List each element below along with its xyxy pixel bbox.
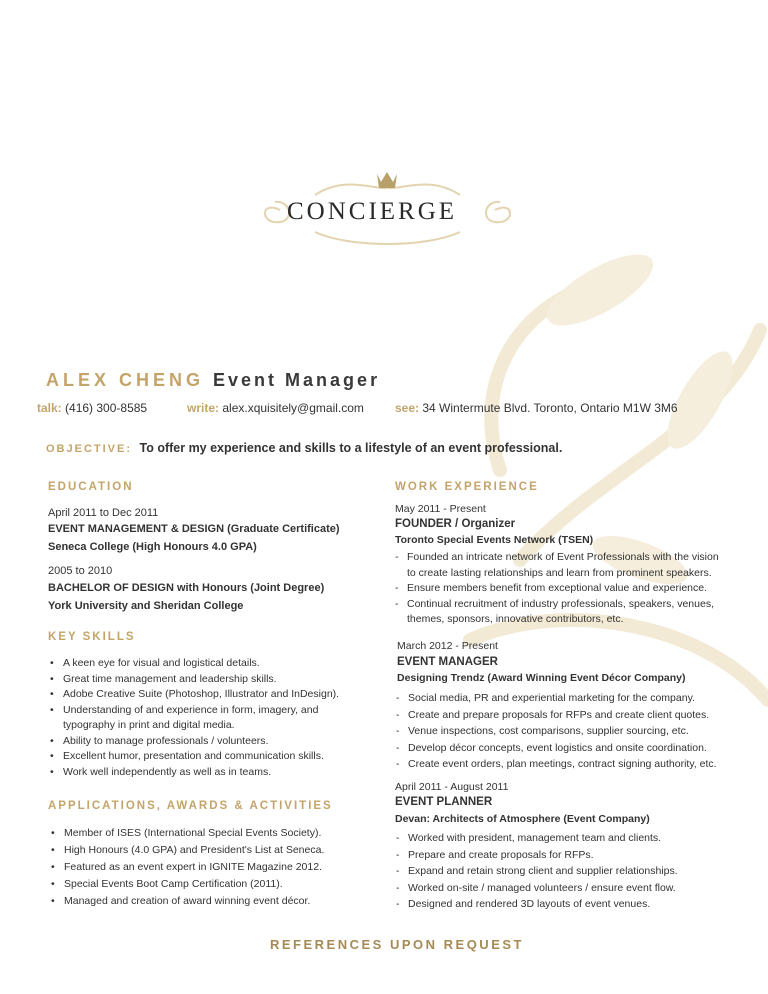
job-org: Devan: Architects of Atmosphere (Event Company) xyxy=(395,813,650,825)
list-item: • Special Events Boot Camp Certification (2011). xyxy=(64,876,324,893)
education-school: Seneca College (High Honours 4.0 GPA) xyxy=(48,541,257,553)
list-item: - Social media, PR and experiential marketing for the company. xyxy=(408,690,717,707)
list-item: - Prepare and create proposals for RFPs. xyxy=(408,847,678,864)
education-program: BACHELOR OF DESIGN with Honours (Joint Degree) xyxy=(48,582,325,594)
list-item-continuation: typography in print and digital media. xyxy=(63,719,235,731)
list-item: • Understanding of and experience in form, imagery, and xyxy=(63,703,339,719)
list-item: • Ability to manage professionals / volunteers. xyxy=(63,734,339,750)
job-duties xyxy=(408,830,678,913)
list-item-continuation: themes, sponsors, innovative contributors, etc. xyxy=(407,613,624,625)
list-item: - Expand and retain strong client and supplier relationships. xyxy=(408,863,678,880)
job-role: FOUNDER / Organizer xyxy=(395,518,516,530)
crown-icon xyxy=(377,172,397,188)
job-org: Toronto Special Events Network (TSEN) xyxy=(395,534,594,546)
education-heading: EDUCATION xyxy=(48,481,134,493)
education-dates: April 2011 to Dec 2011 xyxy=(48,507,159,519)
list-item: - Founded an intricate network of Event Professionals with the vision xyxy=(407,550,719,566)
list-item: - Create and prepare proposals for RFPs and create client quotes. xyxy=(408,707,717,724)
list-item: • A keen eye for visual and logistical details. xyxy=(63,656,339,672)
awards-heading: APPLICATIONS, AWARDS & ACTIVITIES xyxy=(48,800,333,812)
job-duties xyxy=(407,550,719,628)
skills-heading: KEY SKILLS xyxy=(48,631,136,643)
logo-text: CONCIERGE xyxy=(287,198,458,225)
awards-list xyxy=(64,825,324,910)
job-org: Designing Trendz (Award Winning Event Décor Company) xyxy=(397,672,686,684)
job-dates: March 2012 - Present xyxy=(397,640,498,652)
list-item: • Work well independently as well as in teams. xyxy=(63,765,339,781)
job-duties xyxy=(408,690,717,773)
job-dates: May 2011 - Present xyxy=(395,503,486,515)
objective-text: To offer my experience and skills to a lifestyle of an event professional. xyxy=(139,441,563,455)
list-item: • Excellent humor, presentation and communication skills. xyxy=(63,749,339,765)
list-item: - Venue inspections, cost comparisons, supplier sourcing, etc. xyxy=(408,723,717,740)
contact-address: see: 34 Wintermute Blvd. Toronto, Ontario M1W 3M6 xyxy=(395,401,678,415)
list-item: - Worked with president, management team and clients. xyxy=(408,830,678,847)
education-school: York University and Sheridan College xyxy=(48,600,244,612)
contact-phone: talk: (416) 300-8585 xyxy=(37,401,148,415)
job-dates: April 2011 - August 2011 xyxy=(395,781,509,793)
education-dates: 2005 to 2010 xyxy=(48,565,113,577)
list-item: - Ensure members benefit from exceptional value and experience. xyxy=(407,581,719,597)
objective-label: OBJECTIVE: xyxy=(46,443,133,455)
job-role: EVENT PLANNER xyxy=(395,796,493,808)
list-item: - Continual recruitment of industry professionals, speakers, venues, xyxy=(407,597,719,613)
list-item: • Managed and creation of award winning event décor. xyxy=(64,893,324,910)
list-item: • Featured as an event expert in IGNITE Magazine 2012. xyxy=(64,859,324,876)
list-item: - Create event orders, plan meetings, contract signing authority, etc. xyxy=(408,756,717,773)
job-title: Event Manager xyxy=(213,370,381,390)
list-item: • Adobe Creative Suite (Photoshop, Illustrator and InDesign). xyxy=(63,687,339,703)
list-item: • Great time management and leadership skills. xyxy=(63,672,339,688)
list-item: - Designed and rendered 3D layouts of event venues. xyxy=(408,896,678,913)
list-item: • Member of ISES (International Special Events Society). xyxy=(64,825,324,842)
contact-email: write: alex.xquisitely@gmail.com xyxy=(187,401,364,415)
list-item-continuation: to create lasting relationships and learn from prominent speakers. xyxy=(407,566,712,579)
person-name: ALEX CHENG xyxy=(46,370,205,390)
list-item: - Worked on-site / managed volunteers / ensure event flow. xyxy=(408,880,678,897)
list-item: - Develop décor concepts, event logistics and onsite coordination. xyxy=(408,740,717,757)
work-heading: WORK EXPERIENCE xyxy=(395,481,539,493)
education-program: EVENT MANAGEMENT & DESIGN (Graduate Certificate) xyxy=(48,523,340,535)
references-note: REFERENCES UPON REQUEST xyxy=(270,937,524,952)
job-role: EVENT MANAGER xyxy=(397,656,498,668)
list-item: • High Honours (4.0 GPA) and President's List at Seneca. xyxy=(64,842,324,859)
objective xyxy=(46,441,562,455)
skills-list xyxy=(63,656,339,780)
header-name-title xyxy=(46,370,380,391)
